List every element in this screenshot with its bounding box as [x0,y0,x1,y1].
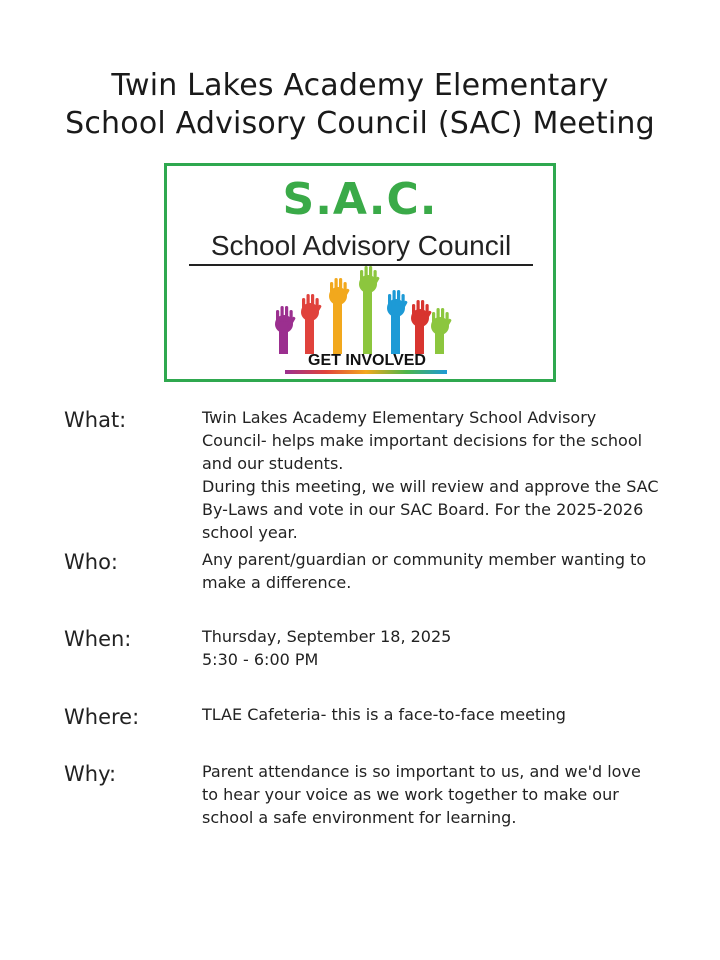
sac-logo [164,163,556,382]
logo-color-stripe [285,370,447,374]
text-line: 5:30 - 6:00 PM [202,650,319,669]
section-text-when [202,625,672,671]
section-label-who: Who: [64,550,118,574]
text-line: and our students. [202,454,344,473]
text-line: Parent attendance is so important to us, and we'd love [202,762,641,781]
hand-shape [329,278,350,354]
section-text-what [202,406,672,544]
logo-name: School Advisory Council [189,230,533,266]
hand-shape [359,266,380,354]
section-text-who [202,548,672,594]
section-text-where [202,703,672,726]
text-line: to hear your voice as we work together to make our [202,785,619,804]
logo-tagline: GET INVOLVED [308,352,426,369]
section-label-when: When: [64,627,132,651]
raised-hands-icon [273,262,453,354]
section-text-why [202,760,672,829]
text-line: Twin Lakes Academy Elementary School Advisory [202,408,597,427]
text-line: TLAE Cafeteria- this is a face-to-face meeting [202,705,566,724]
text-line: school year. [202,523,298,542]
hand-shape [411,300,432,354]
text-line: During this meeting, we will review and approve the SAC [202,477,659,496]
flyer-title-line-2: School Advisory Council (SAC) Meeting [65,106,655,141]
logo-acronym: S.A.C. [282,174,438,225]
text-line: Council- helps make important decisions for the school [202,431,643,450]
flyer-title-line-1: Twin Lakes Academy Elementary [111,68,609,103]
hand-shape [387,290,408,354]
section-label-what: What: [64,408,127,432]
text-line: school a safe environment for learning. [202,808,517,827]
hand-shape [275,306,296,354]
text-line: Any parent/guardian or community member wanting to [202,550,647,569]
hand-shape [431,308,452,354]
text-line: Thursday, September 18, 2025 [202,627,452,646]
text-line: By-Laws and vote in our SAC Board. For the 2025-2026 [202,500,644,519]
section-label-why: Why: [64,762,117,786]
hand-shape [301,294,322,354]
section-label-where: Where: [64,705,140,729]
text-line: make a difference. [202,573,352,592]
